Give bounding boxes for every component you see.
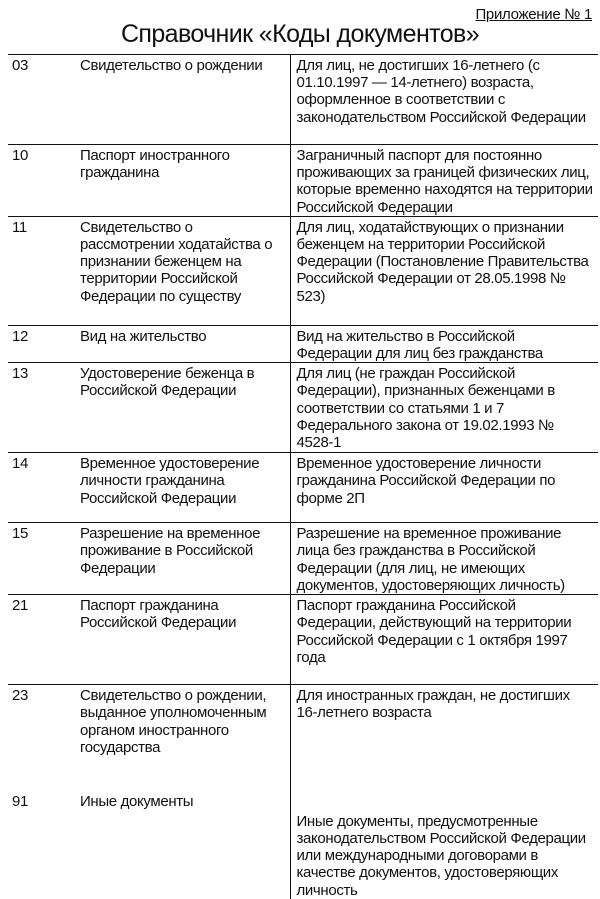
table-row: [8, 216, 598, 325]
doc-name: Вид на жительство: [76, 325, 290, 362]
doc-code: 12: [12, 327, 28, 345]
table-row: [8, 453, 598, 523]
table-row: [8, 595, 598, 685]
table-row: [8, 791, 598, 899]
doc-name: Свидетельство о рождении: [76, 55, 290, 145]
appendix-label: Приложение № 1: [475, 6, 592, 23]
doc-code: 14: [12, 455, 28, 473]
doc-description: Для лиц, ходатайствующих о признании беженцем на территории Российской Федерации (Постановление Правительства Российской Федерации от 28.05.1998 № 523): [296, 218, 589, 305]
doc-name: Разрешение на временное проживание в Российской Федерации: [76, 523, 290, 595]
page-title: Справочник «Коды документов»: [120, 20, 480, 48]
document-codes-table: [8, 54, 598, 899]
doc-code: 15: [12, 525, 28, 543]
doc-description: Для лиц, не достигших 16-летнего (с 01.10.1997 — 14-летнего) возраста, оформленное в соответствии с законодательством Российской Федерации: [296, 57, 586, 126]
doc-description: Временное удостоверение личности гражданина Российской Федерации по форме 2П: [296, 455, 556, 507]
doc-code: 10: [12, 147, 28, 164]
doc-description: Заграничный паспорт для постоянно проживающих за границей физических лиц, которые временно находятся на территории Российской Федерации: [296, 147, 593, 216]
table-row: [8, 145, 598, 217]
doc-description: Разрешение на временное проживание лица без гражданства в Российской Федерации (для лиц, не имеющих документов, удостоверяющих личность): [296, 525, 565, 594]
doc-name: Временное удостоверение личности гражданина Российской Федерации: [76, 453, 290, 523]
table-row: [8, 325, 598, 362]
doc-name: Иные документы: [76, 791, 290, 899]
table-row: [8, 55, 598, 145]
doc-description: Паспорт гражданина Российской Федерации, действующий на территории Российской Федерации с 1 октября 1997 года: [296, 597, 572, 666]
doc-name: Свидетельство о рассмотрении ходатайства о признании беженцем на территории Российской Федерации по существу: [76, 216, 290, 325]
doc-name: Паспорт иностранного гражданина: [76, 145, 290, 217]
table-row: [8, 363, 598, 453]
doc-description: Вид на жительство в Российской Федерации для лиц без гражданства: [296, 327, 543, 363]
doc-name: Свидетельство о рождении, выданное уполномоченным органом иностранного государства: [76, 685, 290, 791]
table-row: [8, 523, 598, 595]
doc-description: Для иностранных граждан, не достигших 16-летнего возраста: [296, 687, 570, 722]
doc-code: 11: [12, 218, 27, 236]
doc-name: Удостоверение беженца в Российской Федерации: [76, 363, 290, 453]
doc-code: 03: [12, 57, 28, 74]
doc-code: 23: [12, 687, 28, 705]
table-row: [8, 685, 598, 791]
doc-name: Паспорт гражданина Российской Федерации: [76, 595, 290, 685]
doc-description: Иные документы, предусмотренные законодательством Российской Федерации или международными договорами в качестве документов, удостоверяющих личность: [296, 812, 586, 899]
doc-code: 21: [12, 597, 28, 615]
doc-description: Для лиц (не граждан Российской Федерации), признанных беженцами в соответствии со статьями 1 и 7 Федерального закона от 19.02.1993 № 4528-1: [296, 365, 555, 452]
doc-code: 91: [12, 792, 28, 810]
doc-code: 13: [12, 365, 28, 383]
